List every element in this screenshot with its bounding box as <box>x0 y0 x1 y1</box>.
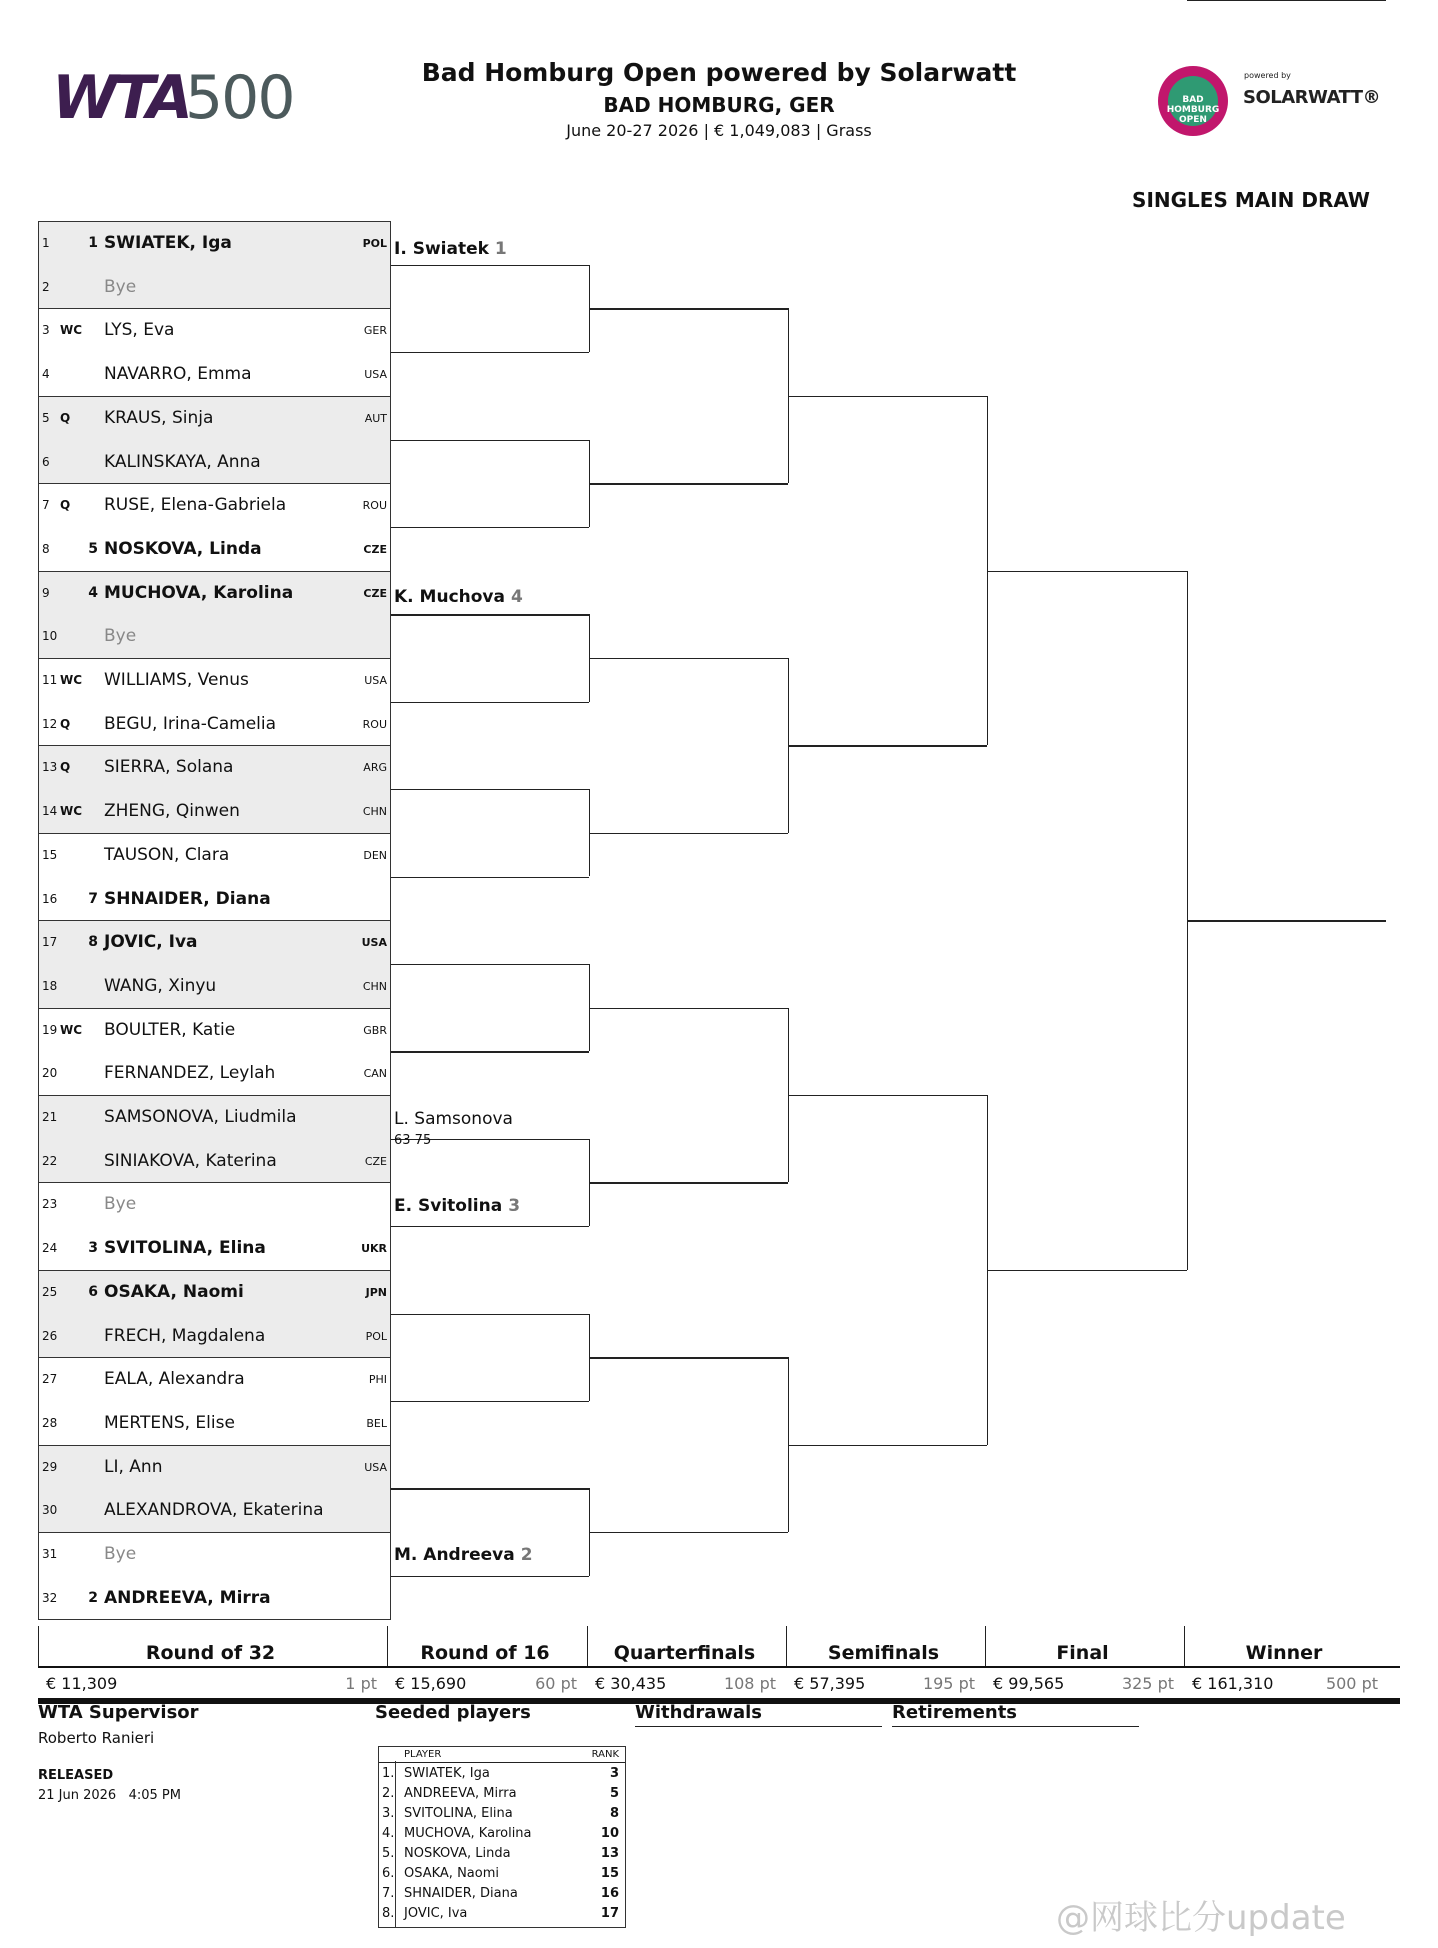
bracket-slot <box>589 1532 788 1533</box>
bracket-slot <box>987 571 1187 572</box>
player-name: LI, Ann <box>104 1456 163 1477</box>
draw-row <box>38 265 391 309</box>
draw-position: 7 <box>42 498 50 513</box>
seed-number: 2 <box>88 1589 98 1606</box>
draw-position: 1 <box>42 236 50 250</box>
player-name: ALEXANDROVA, Ekaterina <box>104 1500 324 1521</box>
seed-player-name: NOSKOVA, Linda <box>404 1846 511 1861</box>
draw-row <box>38 877 391 921</box>
prize-round-label: Semifinals <box>827 1642 940 1664</box>
entry-status: Q <box>60 716 71 731</box>
draw-row <box>38 1532 391 1576</box>
draw-position: 23 <box>42 1197 58 1212</box>
seed-table-rank-header: RANK <box>591 1749 619 1760</box>
draw-row <box>38 920 391 964</box>
draw-position: 12 <box>42 716 58 731</box>
seed-table-row <box>379 1784 625 1804</box>
advance-svitolina <box>394 1196 520 1216</box>
seed-index: 8. <box>382 1906 395 1921</box>
advance-name: E. Svitolina <box>394 1196 503 1216</box>
player-nationality: CZE <box>363 542 387 556</box>
seed-player-name: MUCHOVA, Karolina <box>404 1826 532 1841</box>
seed-number: 4 <box>88 584 98 601</box>
bracket-slot <box>391 614 589 615</box>
draw-row <box>38 1226 391 1270</box>
prize-points-value: 108 pt <box>723 1674 776 1693</box>
player-name: WANG, Xinyu <box>104 975 217 996</box>
bracket-slot <box>391 1314 589 1315</box>
draw-row <box>38 1139 391 1183</box>
draw-row <box>38 964 391 1008</box>
tournament-city: BAD HOMBURG, GER <box>603 93 835 117</box>
prize-money-value: € 30,435 <box>595 1674 667 1693</box>
draw-position: 3 <box>42 323 50 338</box>
seed-player-name: ANDREEVA, Mirra <box>404 1786 517 1801</box>
draw-row <box>38 1051 391 1095</box>
prize-column-rule <box>1184 1626 1185 1666</box>
seed-index: 4. <box>382 1826 395 1841</box>
bracket-slot <box>788 1095 987 1096</box>
draw-row <box>38 1401 391 1445</box>
draw-row <box>38 396 391 440</box>
seed-table-row <box>379 1824 625 1844</box>
prize-column-rule <box>387 1626 388 1666</box>
draw-position: 21 <box>42 1110 58 1124</box>
seed-index: 2. <box>382 1786 395 1801</box>
retirements-label: Retirements <box>892 1702 1018 1723</box>
draw-position: 8 <box>42 541 50 556</box>
draw-row <box>38 614 391 658</box>
released-value: 21 Jun 2026 4:05 PM <box>38 1788 181 1803</box>
match-score: 63 75 <box>394 1133 432 1148</box>
seed-table-row <box>379 1864 625 1884</box>
prize-divider <box>38 1666 1400 1668</box>
prize-column <box>38 1636 383 1691</box>
advance-seed: 1 <box>494 239 507 259</box>
player-name: RUSE, Elena-Gabriela <box>104 495 287 516</box>
section-title: SINGLES MAIN DRAW <box>1132 188 1370 212</box>
bracket-slot <box>391 1401 589 1402</box>
entry-status: WC <box>60 323 83 338</box>
prize-column <box>587 1636 782 1691</box>
advance-name: K. Muchova <box>394 587 505 607</box>
badge-text: BAD HOMBURG OPEN <box>1166 95 1220 125</box>
draw-position: 17 <box>42 935 58 950</box>
seed-number: 6 <box>88 1283 98 1300</box>
player-nationality: DEN <box>363 848 387 862</box>
bracket-slot <box>391 440 589 441</box>
prize-column <box>786 1636 981 1691</box>
seed-number: 3 <box>88 1240 98 1257</box>
seed-player-rank: 16 <box>600 1886 619 1901</box>
draw-position: 20 <box>42 1066 58 1081</box>
draw-position: 14 <box>42 804 58 819</box>
withdrawals-underline <box>635 1726 882 1727</box>
bracket-slot <box>589 833 788 834</box>
seed-player-rank: 15 <box>600 1866 619 1881</box>
player-nationality: CHN <box>362 979 387 993</box>
bracket-slot <box>391 702 589 703</box>
advance-seed: 2 <box>520 1545 533 1565</box>
player-nationality: USA <box>364 1460 387 1474</box>
draw-position: 31 <box>42 1547 58 1561</box>
bracket-slot <box>589 308 788 309</box>
player-name: BEGU, Irina-Camelia <box>104 713 277 734</box>
draw-position: 28 <box>42 1415 58 1430</box>
player-name: Bye <box>104 626 137 647</box>
bracket-slot <box>1187 0 1386 1</box>
player-name: ANDREEVA, Mirra <box>104 1587 271 1608</box>
released-label: RELEASED <box>38 1768 114 1783</box>
bracket-slot <box>987 1270 1187 1271</box>
player-name: ZHENG, Qinwen <box>104 801 240 822</box>
draw-row <box>38 1182 391 1226</box>
seed-player-rank: 5 <box>609 1786 619 1801</box>
prize-money-value: € 15,690 <box>395 1674 467 1693</box>
powered-by-label: powered by <box>1244 71 1291 80</box>
prize-money-value: € 99,565 <box>993 1674 1065 1693</box>
player-name: Bye <box>104 1544 137 1564</box>
draw-row <box>38 352 391 396</box>
prize-points-value: 1 pt <box>345 1674 377 1693</box>
seed-table-row <box>379 1904 625 1924</box>
player-nationality: CAN <box>363 1067 387 1081</box>
advance-swiatek <box>394 239 507 259</box>
player-name: SVITOLINA, Elina <box>104 1238 266 1259</box>
draw-row <box>38 440 391 484</box>
prize-column <box>985 1636 1180 1691</box>
player-name: SAMSONOVA, Liudmila <box>104 1107 297 1127</box>
bracket-slot <box>589 1008 788 1009</box>
prize-points-value: 195 pt <box>922 1674 975 1693</box>
bracket-slot <box>589 1357 788 1358</box>
seed-player-rank: 8 <box>609 1806 619 1821</box>
prize-round-label: Final <box>1056 1642 1109 1664</box>
prize-points-value: 60 pt <box>535 1674 577 1693</box>
seed-index: 7. <box>382 1886 395 1901</box>
supervisor-name: Roberto Ranieri <box>38 1729 155 1747</box>
draw-row <box>38 789 391 833</box>
draw-row <box>38 1095 391 1139</box>
draw-row <box>38 1008 391 1052</box>
player-name: SINIAKOVA, Katerina <box>104 1150 277 1171</box>
seed-number: 7 <box>88 890 98 907</box>
prize-round-label: Round of 32 <box>145 1642 276 1664</box>
bracket-slot <box>391 877 589 878</box>
prize-points-value: 500 pt <box>1325 1674 1378 1693</box>
player-nationality: ARG <box>363 761 387 775</box>
player-nationality: ROU <box>362 499 387 513</box>
seed-index: 3. <box>382 1806 395 1821</box>
player-name: Bye <box>104 276 137 297</box>
draw-position: 29 <box>42 1459 58 1474</box>
bracket-slot <box>391 265 589 266</box>
player-name: SWIATEK, Iga <box>104 233 232 253</box>
player-nationality: JPN <box>365 1285 387 1299</box>
player-name: FERNANDEZ, Leylah <box>104 1063 276 1084</box>
draw-position: 18 <box>42 978 58 993</box>
bracket-slot <box>391 527 589 528</box>
draw-position: 15 <box>42 847 58 862</box>
seeded-players-label: Seeded players <box>375 1702 531 1723</box>
draw-position: 11 <box>42 673 58 687</box>
player-name: SIERRA, Solana <box>104 757 234 778</box>
bracket-slot <box>589 658 788 659</box>
player-name: MERTENS, Elise <box>104 1412 235 1433</box>
player-nationality: GBR <box>363 1023 387 1037</box>
prize-money-value: € 161,310 <box>1192 1674 1274 1693</box>
seed-player-name: SVITOLINA, Elina <box>404 1806 513 1821</box>
player-nationality: CHN <box>362 805 387 819</box>
draw-row <box>38 1488 391 1532</box>
bracket-slot <box>391 352 589 353</box>
draw-row <box>38 745 391 789</box>
player-name: WILLIAMS, Venus <box>104 670 249 690</box>
bracket-slot <box>391 789 589 790</box>
prize-points-value: 325 pt <box>1121 1674 1174 1693</box>
seed-player-name: JOVIC, Iva <box>404 1906 468 1921</box>
bracket-slot <box>788 1445 987 1446</box>
seed-table-row <box>379 1804 625 1824</box>
draw-row <box>38 483 391 527</box>
draw-position: 10 <box>42 629 58 644</box>
prize-column-rule <box>985 1626 986 1666</box>
bracket-slot <box>788 396 987 397</box>
advance-andreeva <box>394 1545 533 1565</box>
draw-position: 2 <box>42 279 50 294</box>
seed-player-name: SWIATEK, Iga <box>404 1766 490 1781</box>
player-name: FRECH, Magdalena <box>104 1325 266 1346</box>
bracket-slot <box>589 483 788 484</box>
seed-index: 1. <box>382 1766 395 1781</box>
seed-number: 5 <box>88 540 98 557</box>
draw-position: 16 <box>42 891 58 906</box>
draw-row <box>38 571 391 615</box>
seed-player-rank: 13 <box>600 1846 619 1861</box>
player-nationality: GER <box>363 324 387 338</box>
draw-row <box>38 527 391 571</box>
seed-number: 8 <box>88 934 98 951</box>
player-nationality: CZE <box>363 586 387 600</box>
player-nationality: USA <box>364 368 387 382</box>
draw-row <box>38 1314 391 1358</box>
draw-position: 26 <box>42 1328 58 1343</box>
prize-column <box>387 1636 583 1691</box>
prize-column-rule <box>786 1626 787 1666</box>
draw-position: 27 <box>42 1372 58 1387</box>
retirements-underline <box>892 1726 1139 1727</box>
draw-position: 30 <box>42 1503 58 1518</box>
bracket-slot <box>391 1576 589 1577</box>
prize-money-value: € 57,395 <box>794 1674 866 1693</box>
advance-samsonova: L. Samsonova <box>394 1109 513 1129</box>
prize-round-label: Quarterfinals <box>613 1642 756 1664</box>
draw-position: 32 <box>42 1590 58 1605</box>
draw-row <box>38 658 391 702</box>
draw-position: 22 <box>42 1153 58 1168</box>
draw-position: 9 <box>42 585 50 600</box>
player-name: MUCHOVA, Karolina <box>104 582 294 603</box>
entry-status: WC <box>60 804 83 819</box>
prize-round-label: Round of 16 <box>420 1642 550 1664</box>
player-nationality: PHI <box>368 1373 387 1387</box>
player-nationality: USA <box>361 936 387 950</box>
prize-column <box>1184 1636 1384 1691</box>
player-name: EALA, Alexandra <box>104 1369 245 1390</box>
seed-player-rank: 3 <box>609 1766 619 1781</box>
bracket-slot <box>1187 920 1386 921</box>
seed-table-player-header: PLAYER <box>404 1749 442 1760</box>
draw-row <box>38 702 391 746</box>
seed-table-row <box>379 1884 625 1904</box>
seed-table-row <box>379 1764 625 1784</box>
player-name: BOULTER, Katie <box>104 1019 236 1040</box>
player-nationality: POL <box>362 237 387 250</box>
player-name: NOSKOVA, Linda <box>104 538 262 559</box>
player-name: TAUSON, Clara <box>104 844 230 865</box>
bracket-slot <box>788 745 987 746</box>
bracket-slot <box>391 1226 589 1227</box>
prize-column-rule <box>587 1626 588 1666</box>
draw-row <box>38 221 391 265</box>
draw-position: 24 <box>42 1241 58 1256</box>
advance-seed: 3 <box>508 1196 521 1216</box>
player-name: KALINSKAYA, Anna <box>104 451 261 472</box>
withdrawals-label: Withdrawals <box>635 1702 763 1723</box>
seed-table-row <box>379 1844 625 1864</box>
player-nationality: POL <box>365 1329 387 1343</box>
draw-position: 6 <box>42 454 50 469</box>
draw-row <box>38 1270 391 1314</box>
seed-player-name: OSAKA, Naomi <box>404 1866 499 1881</box>
sponsor-logo: SOLARWATT® <box>1243 87 1381 108</box>
advance-name: M. Andreeva <box>394 1545 515 1565</box>
player-nationality: BEL <box>366 1416 387 1430</box>
player-nationality: CZE <box>364 1154 387 1168</box>
player-nationality: ROU <box>362 717 387 731</box>
seed-table <box>378 1746 626 1928</box>
player-name: Bye <box>104 1194 137 1215</box>
advance-muchova <box>394 587 523 607</box>
advance-seed: 4 <box>510 587 523 607</box>
tournament-title: Bad Homburg Open powered by Solarwatt <box>421 58 1017 87</box>
tournament-details: June 20-27 2026 | € 1,049,083 | Grass <box>566 121 872 140</box>
supervisor-label: WTA Supervisor <box>38 1702 199 1723</box>
bracket-slot <box>391 1051 589 1052</box>
bracket-slot <box>391 964 589 965</box>
draw-position: 4 <box>42 367 50 382</box>
player-nationality: AUT <box>364 411 387 425</box>
draw-position: 13 <box>42 760 58 775</box>
entry-status: WC <box>60 673 83 687</box>
advance-name: I. Swiatek <box>394 239 489 259</box>
draw-row <box>38 833 391 877</box>
seed-player-rank: 10 <box>600 1826 619 1841</box>
entry-status: Q <box>60 410 71 425</box>
entry-status: Q <box>60 760 71 775</box>
entry-status: WC <box>60 1022 83 1037</box>
wta-500-logo: 500 <box>185 63 294 133</box>
player-name: OSAKA, Naomi <box>104 1281 244 1302</box>
seed-player-name: SHNAIDER, Diana <box>404 1886 518 1901</box>
draw-position: 5 <box>42 410 50 425</box>
seed-table-index-rule <box>395 1761 396 1927</box>
prize-column-rule <box>38 1626 39 1666</box>
seed-index: 6. <box>382 1866 395 1881</box>
player-name: JOVIC, Iva <box>104 932 198 953</box>
player-name: NAVARRO, Emma <box>104 364 252 385</box>
wta-logo: WTA <box>52 63 189 133</box>
prize-round-label: Winner <box>1245 1642 1323 1664</box>
draw-row <box>38 1357 391 1401</box>
draw-position: 19 <box>42 1022 58 1037</box>
bracket-slot <box>589 1182 788 1183</box>
player-name: SHNAIDER, Diana <box>104 888 271 909</box>
seed-index: 5. <box>382 1846 395 1861</box>
player-name: LYS, Eva <box>104 320 175 341</box>
player-nationality: USA <box>364 674 387 687</box>
player-nationality: UKR <box>361 1242 387 1256</box>
draw-row <box>38 1445 391 1489</box>
seed-number: 1 <box>88 235 98 251</box>
player-name: KRAUS, Sinja <box>104 407 214 428</box>
prize-money-value: € 11,309 <box>46 1674 118 1693</box>
draw-row <box>38 1576 391 1620</box>
seed-player-rank: 17 <box>600 1906 619 1921</box>
seed-table-header-rule <box>379 1762 625 1763</box>
entry-status: Q <box>60 498 71 513</box>
bracket-slot <box>391 1488 589 1489</box>
draw-row <box>38 308 391 352</box>
draw-position: 25 <box>42 1284 58 1299</box>
watermark: @网球比分update <box>1056 1898 1346 1938</box>
